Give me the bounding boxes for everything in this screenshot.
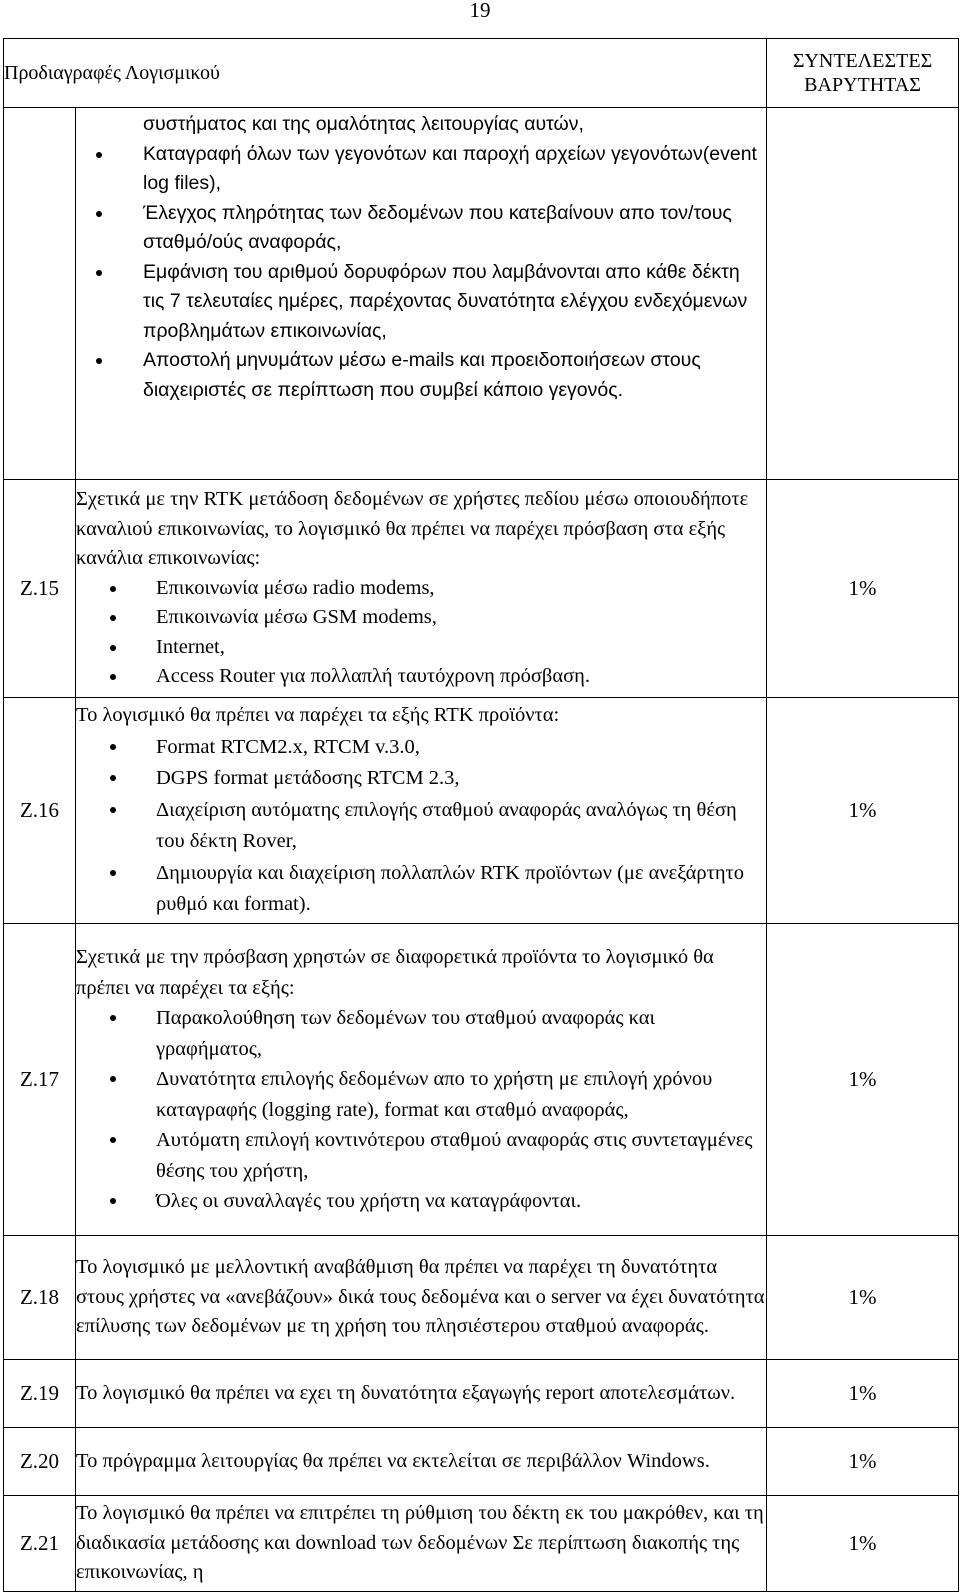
list-item: Δημιουργία και διαχείριση πολλαπλών RTK προϊόντων (με ανεξάρτητο ρυθμό και format). bbox=[76, 858, 766, 921]
row-weight: 1% bbox=[767, 1496, 959, 1592]
list-item: Internet, bbox=[76, 633, 766, 663]
list-item: Εμφάνιση του αριθμού δορυφόρων που λαμβάνονται απο κάθε δέκτη τις 7 τελευταίες ημέρες, παρέχοντας δυνατότητα ελέγχου ενδεχόμενων προβλημάτων επικοινωνίας, bbox=[76, 258, 766, 347]
table-header-row bbox=[4, 39, 959, 108]
row-id: Ζ.19 bbox=[4, 1360, 76, 1428]
list-item: Δυνατότητα επιλογής δεδομένων απο το χρήστη με επιλογή χρόνου καταγραφής (logging rate), format και σταθμό αναφοράς, bbox=[76, 1064, 766, 1125]
weight-header-line2: ΒΑΡΥΤΗΤΑΣ bbox=[804, 74, 921, 96]
row-id: Ζ.17 bbox=[4, 924, 76, 1236]
row-id: Ζ.16 bbox=[4, 698, 76, 924]
bullet-list bbox=[76, 574, 766, 692]
row-id: Ζ.20 bbox=[4, 1428, 76, 1496]
table-row-z21 bbox=[4, 1496, 959, 1592]
row-weight bbox=[767, 108, 959, 480]
weight-column-header bbox=[767, 39, 959, 108]
bullet-list bbox=[76, 1003, 766, 1217]
list-item: Έλεγχος πληρότητας των δεδομένων που κατεβαίνουν απο τον/τους σταθμό/ούς αναφοράς, bbox=[76, 199, 766, 258]
list-item: Αποστολή μηνυμάτων μέσω e-mails και προειδοποιήσεων στους διαχειριστές σε περίπτωση που συμβεί κάποιο γεγονός. bbox=[76, 346, 766, 405]
row-body bbox=[76, 108, 767, 480]
list-item: Επικοινωνία μέσω GSM modems, bbox=[76, 603, 766, 633]
table-row-z18 bbox=[4, 1236, 959, 1360]
row-weight: 1% bbox=[767, 1360, 959, 1428]
table-row-z15 bbox=[4, 480, 959, 698]
row-weight: 1% bbox=[767, 924, 959, 1236]
bullet-list bbox=[76, 110, 766, 405]
row-weight: 1% bbox=[767, 1428, 959, 1496]
row-id: Ζ.18 bbox=[4, 1236, 76, 1360]
row-id: Ζ.21 bbox=[4, 1496, 76, 1592]
list-item: συστήματος και της ομαλότητας λειτουργίας αυτών, bbox=[143, 113, 584, 135]
spec-column-header: Προδιαγραφές Λογισμικού bbox=[4, 39, 767, 108]
row-intro: Σχετικά με την RTK μετάδοση δεδομένων σε χρήστες πεδίου μέσω οποιουδήποτε καναλιού επικοινωνίας, το λογισμικό θα πρέπει να παρέχει πρόσβαση στα εξής κανάλια επικοινωνίας: bbox=[76, 488, 749, 570]
list-item: Παρακολούθηση των δεδομένων του σταθμού αναφοράς και γραφήματος, bbox=[76, 1003, 766, 1064]
list-item: Όλες οι συναλλαγές του χρήστη να καταγράφονται. bbox=[76, 1186, 766, 1217]
table-row-z17 bbox=[4, 924, 959, 1236]
table-row-z19 bbox=[4, 1360, 959, 1428]
row-body bbox=[76, 480, 767, 698]
list-item: Επικοινωνία μέσω radio modems, bbox=[76, 574, 766, 604]
row-body bbox=[76, 924, 767, 1236]
spec-table bbox=[3, 38, 959, 1592]
list-item: Διαχείριση αυτόματης επιλογής σταθμού αναφοράς αναλόγως τη θέση του δέκτη Rover, bbox=[76, 795, 766, 858]
bullet-list bbox=[76, 732, 766, 921]
table-row-z16 bbox=[4, 698, 959, 924]
list-item: Access Router για πολλαπλή ταυτόχρονη πρόσβαση. bbox=[76, 662, 766, 692]
row-weight: 1% bbox=[767, 698, 959, 924]
page-number: 19 bbox=[469, 0, 491, 22]
row-id bbox=[4, 108, 76, 480]
list-item: Format RTCM2.x, RTCM v.3.0, bbox=[76, 732, 766, 764]
table-row-continuation bbox=[4, 108, 959, 480]
row-body: Το λογισμικό θα πρέπει να επιτρέπει τη ρύθμιση του δέκτη εκ του μακρόθεν, και τη διαδικασία μετάδοσης και download των δεδομένων Σε περίπτωση διακοπής της επικοινωνίας, η bbox=[76, 1496, 767, 1592]
row-intro: Σχετικά με την πρόσβαση χρηστών σε διαφορετικά προϊόντα το λογισμικό θα πρέπει να παρέχει τα εξής: bbox=[76, 946, 714, 999]
row-weight: 1% bbox=[767, 1236, 959, 1360]
row-body: Το λογισμικό θα πρέπει να εχει τη δυνατότητα εξαγωγής report αποτελεσμάτων. bbox=[76, 1360, 767, 1428]
row-intro: Το λογισμικό θα πρέπει να παρέχει τα εξής RTK προϊόντα: bbox=[76, 704, 560, 727]
weight-header-line1: ΣΥΝΤΕΛΕΣΤΕΣ bbox=[792, 50, 933, 72]
list-item: Καταγραφή όλων των γεγονότων και παροχή αρχείων γεγονότων(event log files), bbox=[76, 140, 766, 199]
row-body bbox=[76, 698, 767, 924]
row-weight: 1% bbox=[767, 480, 959, 698]
row-id: Ζ.15 bbox=[4, 480, 76, 698]
row-body: Το πρόγραμμα λειτουργίας θα πρέπει να εκτελείται σε περιβάλλον Windows. bbox=[76, 1428, 767, 1496]
list-item: DGPS format μετάδοσης RTCM 2.3, bbox=[76, 763, 766, 795]
table-row-z20 bbox=[4, 1428, 959, 1496]
list-item: Αυτόματη επιλογή κοντινότερου σταθμού αναφοράς στις συντεταγμένες θέσης του χρήστη, bbox=[76, 1125, 766, 1186]
row-body: Το λογισμικό με μελλοντική αναβάθμιση θα πρέπει να παρέχει τη δυνατότητα στους χρήστες να «ανεβάζουν» δικά τους δεδομένα και ο server να έχει δυνατότητα επίλυσης των δεδομένων με τη χρήση του πλησιέστερου σταθμού αναφοράς. bbox=[76, 1236, 767, 1360]
